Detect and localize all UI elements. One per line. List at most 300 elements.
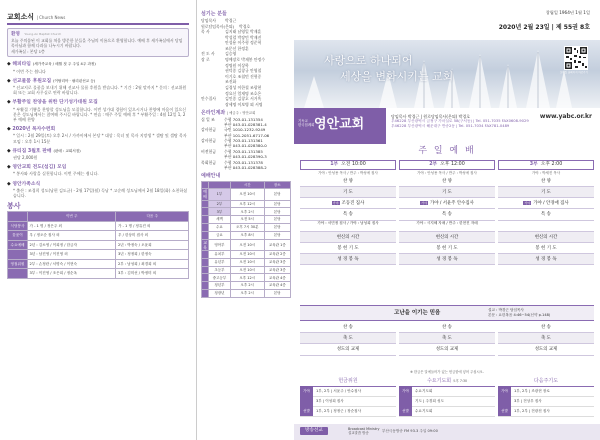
guide-cell <box>202 274 209 282</box>
table-row <box>202 290 291 298</box>
news-item <box>7 127 189 144</box>
account-number: 부산 043-01-028388-2 <box>224 164 267 170</box>
slogan-line2: 세상을 변화시키는 교회 <box>340 70 454 83</box>
service-next-week: 3년 : 정정희 / 한정숙 <box>116 250 189 260</box>
staff-role <box>201 35 225 40</box>
account-type <box>201 122 224 127</box>
emeritus-row <box>201 24 291 29</box>
prayer-row <box>498 198 594 209</box>
worship-service-name: 3부 <box>529 162 538 167</box>
worship-order-label: 현신의 시간 <box>435 234 459 240</box>
news-item <box>7 79 189 96</box>
issue-number: 2020년 2월 23일 | 제 55권 8호 <box>498 24 590 31</box>
staff-row <box>201 46 291 51</box>
table-row <box>8 221 189 231</box>
guide-cell: 오후 12시 <box>230 200 264 208</box>
account-row <box>201 117 291 122</box>
news-item-title-text: 선교물품 후원모집 <box>12 78 52 84</box>
broadcast-schedule: 부산극동방송 FM 93.3 주일 09:00 <box>382 429 438 433</box>
broadcast-sub-1: Broadcast Ministry <box>348 427 380 431</box>
staff-role <box>201 85 225 90</box>
guide-cell: 예배 <box>203 189 207 200</box>
worship-guide-title: 예배안내 <box>201 173 221 179</box>
wednesday-prayer-title-text: 수요기도회 <box>426 378 452 384</box>
staff-column <box>196 0 294 440</box>
account-type: 십 일 조 <box>201 116 215 122</box>
guide-cell: 오전 10시 <box>230 189 264 200</box>
service-this-week: 우 / 정오순 집사 외 <box>28 231 116 241</box>
table-row <box>202 266 291 274</box>
panel-row-text: 1부, 2부 | 서윤주 / 안수집사 <box>316 388 362 393</box>
broadcast-sub-2: 설교말씀 방송 <box>348 431 369 436</box>
account-type: 감사헌금 <box>201 138 217 144</box>
guide-cell <box>202 258 209 266</box>
worship-order-item <box>300 187 396 198</box>
sermon-title: 고난을 이기는 믿음 <box>394 310 441 316</box>
news-item-body: 권당 2,000원 <box>13 154 38 160</box>
guide-cell: 본당 <box>264 290 290 298</box>
special-song-row: 가야 : 서민정 집사 / 가야 : 남성희 집사 <box>300 221 396 232</box>
emeritus-label: 원로담임목사(은퇴) <box>201 23 235 29</box>
next-week-prayer-panel <box>498 378 594 417</box>
worship-order-label: 성 경 봉 독 <box>436 257 458 263</box>
accounts-list <box>201 117 291 170</box>
panel-row-text: 1부, 2부 | 정정근 / 장순집사 <box>316 408 362 413</box>
account-number: 수협 703-01-131361 <box>224 138 263 144</box>
bullet-icon: ◆ <box>7 78 13 84</box>
staff-row <box>201 91 291 96</box>
worship-order-item <box>498 232 594 243</box>
table-row <box>202 208 291 216</box>
guide-cell: 중고등부 <box>209 274 231 282</box>
guide-cell: 교육관 4층 <box>264 282 290 290</box>
staff-role: 장 로 <box>201 57 210 63</box>
table-row <box>202 274 291 282</box>
staff-names: 장세명 이보병 외 서명 <box>225 101 263 107</box>
worship-order-label: 성 경 봉 독 <box>535 257 557 263</box>
table-row <box>8 259 189 269</box>
bullet-icon: ◆ <box>7 100 13 106</box>
pastor-name: 박경근 <box>225 18 237 23</box>
news-item-title-text: 해피타임 <box>12 62 31 68</box>
staff-role <box>201 63 225 68</box>
wednesday-prayer-title <box>399 378 495 387</box>
staff-role <box>201 74 225 79</box>
closing-column <box>300 322 396 356</box>
bullet-icon: ◆ <box>7 127 13 133</box>
guide-cell: 오후 2시 <box>230 282 264 290</box>
guide-cell: 교육관 2층 <box>264 251 290 259</box>
prayer-tag: 가야 <box>332 200 339 205</box>
worship-order-label: 특 송 <box>442 212 452 218</box>
table-row <box>8 231 189 241</box>
news-item <box>7 100 189 122</box>
guide-cell: 오후 2시 <box>230 208 264 216</box>
staff-names: 조문선 한정훈 <box>225 45 249 51</box>
staff-role <box>201 46 225 51</box>
bullet-icon: ◆ <box>7 148 13 154</box>
guide-cell: 오전 5시 <box>230 216 264 224</box>
closing-item: 찬 송 <box>498 322 594 333</box>
staff-names: 안성용 이주형 정준혁 <box>225 40 262 46</box>
staff-role <box>201 102 225 107</box>
service-header-cell: 다음 주 <box>116 212 189 222</box>
staff-names: 권덕종 김창규 안영철 <box>225 68 262 74</box>
guide-cell: 본당 <box>264 200 290 208</box>
guide-cell <box>202 216 209 224</box>
worship-order-label: 봉 헌 기 도 <box>535 245 557 251</box>
table-row <box>8 269 189 279</box>
worship-order-item <box>300 254 396 265</box>
service-header-cell: 이번 주 <box>28 212 116 222</box>
service-row-label <box>8 250 28 260</box>
table-row <box>202 224 291 232</box>
guide-cell: 본당 <box>264 189 290 200</box>
staff-role <box>201 40 225 45</box>
account-number: 수협 703-01-131354 <box>224 116 263 122</box>
guide-header-cell: 시간 <box>230 181 264 189</box>
staff-names: 이기호 조철민 진형중 <box>225 73 262 79</box>
bullet-icon: ◆ <box>7 181 13 187</box>
worship-order-label: 현신의 시간 <box>534 234 558 240</box>
guide-cell: 청장년 <box>209 290 231 298</box>
panel-row-label <box>300 396 313 406</box>
account-row <box>201 143 291 148</box>
worship-service-name: 2부 <box>429 162 438 167</box>
staff-row <box>201 63 291 68</box>
news-item-title-text: 부활주일 찬양을 위한 단기성가대원 모집 <box>12 100 98 106</box>
worship-leader: 가야 : 안성용 목사 / 반주 : 박성애 집사 <box>417 170 477 175</box>
panel-row-label: 가야 <box>399 386 412 396</box>
guide-cell: 오전 10시 <box>230 266 264 274</box>
closing-item: 찬 송 <box>300 322 396 333</box>
panel-row <box>498 407 594 417</box>
service-row-label: 영접위원 <box>8 259 28 269</box>
worship-order-label: 성 경 봉 독 <box>337 257 359 263</box>
account-type: 감사헌금 <box>201 127 217 133</box>
worship-order-item <box>300 232 396 243</box>
guide-header-cell <box>202 181 209 189</box>
guide-cell <box>202 251 209 259</box>
logo-main: 영안교회 <box>314 117 365 132</box>
guide-cell <box>202 266 209 274</box>
guide-cell: 3부 <box>209 208 231 216</box>
guide-cell: 새벽 <box>209 216 231 224</box>
logo-small-2: 한국침례회 <box>298 123 315 128</box>
worship-order-label: 현신의 시간 <box>336 234 360 240</box>
news-item-title-text: 영안가족소식 <box>12 181 41 187</box>
staff-list <box>201 29 291 107</box>
news-subtitle: | Church News <box>36 15 66 20</box>
offering-committee-title: 헌금위원 <box>300 378 396 387</box>
staff-names: 김경성 이한철 조광현 <box>225 84 262 90</box>
accounts-title-text: 온라인계좌 <box>201 109 226 116</box>
panel-row-text: 3부 | 이성희 집사 <box>316 398 344 403</box>
church-info <box>391 114 541 129</box>
founded-date: 창립일 1964년 1월 1일 <box>545 10 590 15</box>
service-title: 봉사 <box>7 202 21 211</box>
worship-order-label: 특 송 <box>541 212 551 218</box>
news-item-body: * 부활절 기쁨을 찬양할 성도님을 모집합니다. 이번 성가대 경험이 있으시거나 찬양에 마음이 있으신 분은 성도님께서는 참여해 주시길 바랍니다. * 연습 : 매주 주일 예배 후 * 부활주일 : 4월 12일 1, 2부 예배 찬양 <box>13 106 187 122</box>
worship-service-head <box>300 160 396 170</box>
broadcast-badge: 방송선교 <box>300 427 328 435</box>
account-type: 목회헌금 <box>201 159 217 165</box>
closing-item: 성도의 교제 <box>399 344 495 355</box>
worship-service-head <box>399 160 495 170</box>
service-next-week: 우 / 한상미 집사 외 <box>116 231 189 241</box>
guide-cell <box>202 200 209 208</box>
news-item-body: * 봉사와 사랑을 실천합니다. 이번 주에는 쉽니다. <box>13 171 99 177</box>
service-this-week: 가 - 1 명 / 정은주 외 <box>28 221 116 231</box>
guide-cell <box>202 224 209 232</box>
broadcast-footer <box>294 424 600 440</box>
account-type <box>201 143 224 148</box>
news-item-title-sub: (이탈리아 · 필리핀선교 등) <box>53 78 96 83</box>
news-item-title-text: 2020년 목자수련회 <box>12 127 56 133</box>
worship-column <box>294 0 600 440</box>
panel-row <box>498 387 594 397</box>
prayer-name: 가야 / 서윤주 안수집사 <box>429 201 474 207</box>
guide-cell: 본당 <box>264 208 290 216</box>
panel-row-text: 1부, 2부 | 조광현 장로 <box>514 388 550 393</box>
worship-title: 주 일 예 배 <box>418 146 476 156</box>
service-row-label <box>8 269 28 279</box>
guide-cell: 본당 <box>264 216 290 224</box>
account-row <box>201 160 291 165</box>
news-item-title-text: 영안교회 전도(섬김) 모임 <box>12 165 67 171</box>
panel-row <box>399 407 495 417</box>
worship-order-item <box>498 176 594 187</box>
guide-cell: 초등부 <box>209 266 231 274</box>
account-row <box>201 133 291 138</box>
account-type <box>201 133 224 138</box>
worship-order-item <box>498 187 594 198</box>
offering-committee-panel <box>300 378 396 417</box>
worship-order-label: 특 송 <box>343 212 353 218</box>
prayer-row <box>300 198 396 209</box>
staff-names: 명예장로 박재봉 안정수 <box>225 57 266 63</box>
account-row <box>201 122 291 127</box>
account-number: 부산 101-2051-6717-06 <box>224 132 270 138</box>
closing-order-columns <box>300 322 594 356</box>
guide-header-cell <box>209 181 231 189</box>
staff-role: 목 사 <box>201 29 210 35</box>
worship-order-label: 봉 헌 기 도 <box>436 245 458 251</box>
church-logo <box>294 108 386 144</box>
news-item <box>7 182 189 199</box>
church-url[interactable]: www.yabc.or.kr <box>539 113 592 120</box>
worship-order-label: 찬 양 <box>541 178 551 184</box>
account-type <box>201 165 224 170</box>
logo-small-text <box>298 119 314 127</box>
welcome-title: 환영 <box>11 32 20 38</box>
special-song-row: 가야 : 시지혜 자매 / 반주 : 한현진 자매 <box>399 221 495 232</box>
closing-item: 축 도 <box>399 333 495 344</box>
prayer-name: 조동진 집사 <box>341 201 365 207</box>
table-row <box>202 189 291 200</box>
guide-cell: 1부 <box>209 189 231 200</box>
staff-title: 섬기는 분들 <box>201 11 227 17</box>
welcome-box <box>7 28 189 57</box>
welcome-body: 오늘 주의몸된 이 교회를 처음 방문한 분들을 주님의 이름으로 환영합니다. 예배 후 새가족실에서 담임목사님과 함께 다과를 나누시기 바랍니다. <box>11 38 183 49</box>
logo-small-1: 기독교 <box>298 119 308 123</box>
table-row <box>8 250 189 260</box>
staff-role: 안수집사 <box>201 96 217 102</box>
accounts-title <box>201 110 291 117</box>
service-this-week: 2부 : 손정란 / 서명숙 / 이현숙 <box>28 259 116 269</box>
news-title-text: 교회소식 <box>7 13 35 21</box>
account-row <box>201 127 291 132</box>
guide-cell: 오전 10시 <box>230 258 264 266</box>
staff-row <box>201 35 291 40</box>
service-next-week: 2부 : 남성희 / 최경희 외 <box>116 259 189 269</box>
table-row <box>8 240 189 250</box>
news-item <box>7 62 189 73</box>
welcome-note: 새가족실 : 본당 1층 <box>11 49 45 55</box>
worship-order-label: 찬 양 <box>442 178 452 184</box>
staff-row <box>201 79 291 84</box>
service-next-week: 가 - 1 명 / 정유진 외 <box>116 221 189 231</box>
account-number: 부산 043-01-028380-0 <box>224 143 267 149</box>
worship-order-label: 찬 양 <box>343 178 353 184</box>
emeritus-name: 박경호 <box>239 23 251 29</box>
church-id-bar <box>294 108 600 144</box>
panel-row-label: 선발 <box>498 406 511 416</box>
wednesday-prayer-panel <box>399 378 495 417</box>
worship-order-item <box>300 243 396 254</box>
closing-item: 축 도 <box>300 333 396 344</box>
panel-row-text: 기도 | 주경희 성도 <box>415 398 444 403</box>
guide-cell: 교육관 1층 <box>264 239 290 250</box>
address-1: 우46228 부산광역시 금정구 가마실로 58(구서동) | Tel. 051-7035 FAX0608-9029 <box>391 119 529 124</box>
worship-order-item <box>498 243 594 254</box>
staff-names: 박성렬 박장민 박재진 <box>225 34 262 40</box>
pastor-label: 담임목사 <box>201 18 217 23</box>
guide-cell: 수요 <box>209 224 231 232</box>
panel-row-text: 1부, 2부 | 전광천 집사 <box>514 408 550 413</box>
account-number: 부산 043-01-028381-4 <box>224 121 267 127</box>
worship-order-item <box>498 254 594 265</box>
issue-header <box>294 0 600 40</box>
pastor-line: 담임목사 박경근 | 원로담임목사(은퇴) 박경호 <box>391 114 471 119</box>
guide-cell: 오후 12시 <box>230 274 264 282</box>
service-row-label: 수요예배 <box>8 240 28 250</box>
guide-cell: 교육관 3층 <box>264 266 290 274</box>
sermon-box <box>300 305 594 321</box>
staff-row <box>201 85 291 90</box>
service-next-week: 3부 : 김미선 / 박정미 외 <box>116 269 189 279</box>
divider <box>7 23 189 25</box>
guide-cell: 오후 7시 30분 <box>230 224 264 232</box>
panel-row-text: 수요기도회 <box>415 408 433 413</box>
account-number: 수협 703-01-131385 <box>224 148 263 154</box>
service-header-cell <box>8 212 28 222</box>
worship-service-name: 1부 <box>330 162 339 167</box>
closing-item: 성도의 교제 <box>300 344 396 355</box>
panel-row <box>498 397 594 407</box>
panel-row-label: 선발 <box>300 406 313 416</box>
worship-order-item <box>399 209 495 220</box>
account-number: 부산 043-01-028390-3 <box>224 154 267 160</box>
bullet-icon: ◆ <box>7 62 13 68</box>
guide-cell <box>202 290 209 298</box>
worship-order-label: 기 도 <box>343 189 353 195</box>
panel-row <box>300 387 396 397</box>
special-song-row <box>498 221 594 232</box>
guide-cell <box>202 208 209 216</box>
staff-names: 정요신 엄재명 조호은 <box>225 90 262 96</box>
worship-order-item <box>498 209 594 220</box>
guide-cell: 본당 <box>264 224 290 232</box>
panel-row-text: 3부 | 전상우 집사 <box>514 398 542 403</box>
panel-row <box>300 407 396 417</box>
account-row <box>201 149 291 154</box>
guide-header-cell: 장소 <box>264 181 290 189</box>
worship-leader: 가야 : 안성용 목사 / 반주 : 박성애 집사 <box>318 170 378 175</box>
staff-row <box>201 102 291 107</box>
table-row <box>202 282 291 290</box>
news-item <box>7 149 189 160</box>
service-next-week: 2년 : 박정숙 / 오윤희 <box>116 240 189 250</box>
prayer-name: 가야 / 안경애 집사 <box>533 201 569 207</box>
worship-order-item <box>399 254 495 265</box>
guide-cell: 유년부 <box>209 258 231 266</box>
guide-cell: 교육관 3층 <box>264 258 290 266</box>
worship-order-item <box>399 232 495 243</box>
news-title <box>7 13 189 22</box>
staff-names: 김승영 <box>225 51 237 57</box>
service-this-week: 3부 : 이진영 / 조은희 / 정순옥 <box>28 269 116 279</box>
staff-role <box>201 79 225 84</box>
worship-service-column <box>498 160 594 265</box>
account-row <box>201 138 291 143</box>
guide-cell: 유치부 <box>209 251 231 259</box>
panel-row-label: 가야 <box>498 386 511 396</box>
worship-order-label: 봉 헌 기 도 <box>337 245 359 251</box>
service-row-label: 꽃꽂이 <box>8 231 28 241</box>
guide-cell: 본당 <box>264 231 290 239</box>
panel-row-label <box>399 396 412 406</box>
welcome-en: Young-An Baptist Church <box>24 32 62 37</box>
qr-code-icon[interactable] <box>564 46 588 70</box>
worship-order-item <box>300 209 396 220</box>
guide-cell: 오전 10시 <box>230 239 264 250</box>
closing-column <box>498 322 594 356</box>
prayer-tag: 가야 <box>524 200 531 205</box>
panel-row <box>300 397 396 407</box>
worship-order-columns <box>300 160 594 265</box>
guide-cell: 청년부 <box>209 282 231 290</box>
guide-cell: 교육 <box>203 239 207 250</box>
table-row <box>202 239 291 250</box>
worship-service-time: 오후 12:00 <box>440 162 465 167</box>
worship-guide-table <box>201 181 291 298</box>
staff-row <box>201 68 291 73</box>
staff-names: 김인종 김창호 서거흑 <box>225 96 262 102</box>
pastor-row <box>201 18 291 23</box>
worship-order-item <box>399 176 495 187</box>
staff-names: 김지태 남영일 박재훈 <box>225 29 262 35</box>
panel-row-label: 선발 <box>399 406 412 416</box>
staff-row <box>201 40 291 45</box>
news-item-body: * 선교지로 물품을 보내기 위해 선교사 물품 후원을 받습니다. * 기간 : 2월 말까지 * 문의 : 선교위원회 또는 교회 사무실로 연락 바랍니다. <box>13 84 187 96</box>
prayer-tag: 가야 <box>421 200 427 205</box>
staff-role: 전 도 사 <box>201 51 215 57</box>
news-item-body: * 출산 : 조경희 성도(남편 김도균) - 2월 17일(월) 득남 * 고순례 성도님께서 2월 18일(화) 소천하셨습니다. <box>13 187 188 198</box>
worship-order-item <box>300 176 396 187</box>
worship-order-item <box>399 187 495 198</box>
guide-cell: 영아부 <box>209 239 231 250</box>
